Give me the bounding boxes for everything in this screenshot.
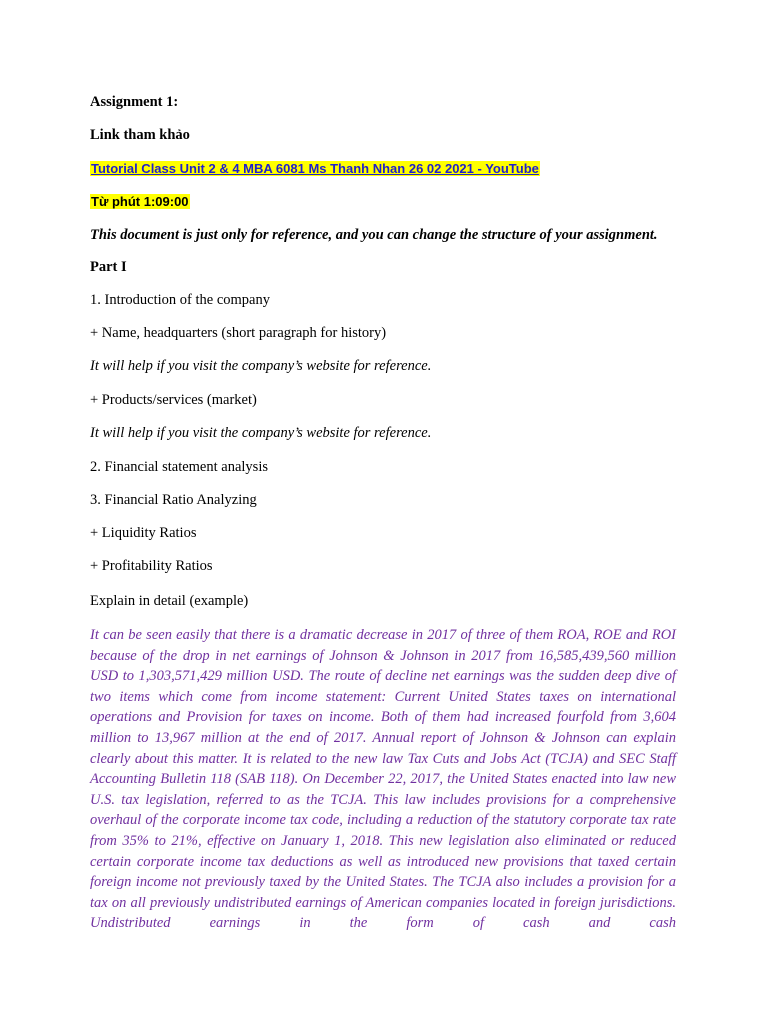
- reference-heading: Link tham khảo: [90, 127, 190, 143]
- bullet-liquidity-ratios: + Liquidity Ratios: [90, 525, 197, 541]
- section-financial-ratio-analyzing: 3. Financial Ratio Analyzing: [90, 492, 257, 508]
- timestamp-line: [90, 193, 190, 211]
- youtube-reference-link[interactable]: Tutorial Class Unit 2 & 4 MBA 6081 Ms Thanh Nhan 26 02 2021 - YouTube: [91, 161, 539, 176]
- part-heading: Part I: [90, 259, 127, 275]
- section-introduction: 1. Introduction of the company: [90, 292, 270, 308]
- disclaimer-text: This document is just only for reference, and you can change the structure of your assignment.: [90, 227, 658, 243]
- bullet-name-headquarters: + Name, headquarters (short paragraph for history): [90, 325, 387, 341]
- section-financial-statement-analysis: 2. Financial statement analysis: [90, 459, 268, 475]
- website-reference-note: It will help if you visit the company’s website for reference.: [90, 425, 432, 441]
- assignment-title: Assignment 1:: [90, 94, 179, 110]
- example-paragraph: It can be seen easily that there is a dramatic decrease in 2017 of three of them ROA, ROE and ROI because of the drop in net earnings of Johnson & Johnson in 2017 from 16,585,439,560 million USD to 1,303,571,429 million USD. The route of decline net earnings was the sudden deep dive of two items which come from income statement: Current United States taxes on international operations and Provision for taxes on income. Both of them had increased fourfold from 3,604 million to 13,967 million at the end of 2017. Annual report of Johnson & Johnson can explain clearly about this matter. It is related to the new law Tax Cuts and Jobs Act (TCJA) and SEC Staff Accounting Bulletin 118 (SAB 118). On December 22, 2017, the United States enacted into law new U.S. tax legislation, referred to as the TCJA. This law includes provisions for a comprehensive overhaul of the corporate income tax code, including a reduction of the statutory corporate tax rate from 35% to 21%, effective on January 1, 2018. This new legislation also eliminated or reduced certain corporate income tax deductions as well as introduced new provisions that taxed certain foreign income not previously taxed by the United States. The TCJA also includes a provision for a tax on all previously undistributed earnings of American companies located in foreign jurisdictions. Undistributed earnings in the form of cash and cash: [90, 627, 676, 932]
- bullet-profitability-ratios: + Profitability Ratios: [90, 558, 213, 574]
- website-reference-note: It will help if you visit the company’s website for reference.: [90, 358, 432, 374]
- explain-in-detail-label: Explain in detail (example): [90, 593, 249, 609]
- timestamp-note: Từ phút 1:09:00: [91, 194, 189, 209]
- bullet-products-services: + Products/services (market): [90, 392, 257, 408]
- reference-link-line: [90, 160, 540, 178]
